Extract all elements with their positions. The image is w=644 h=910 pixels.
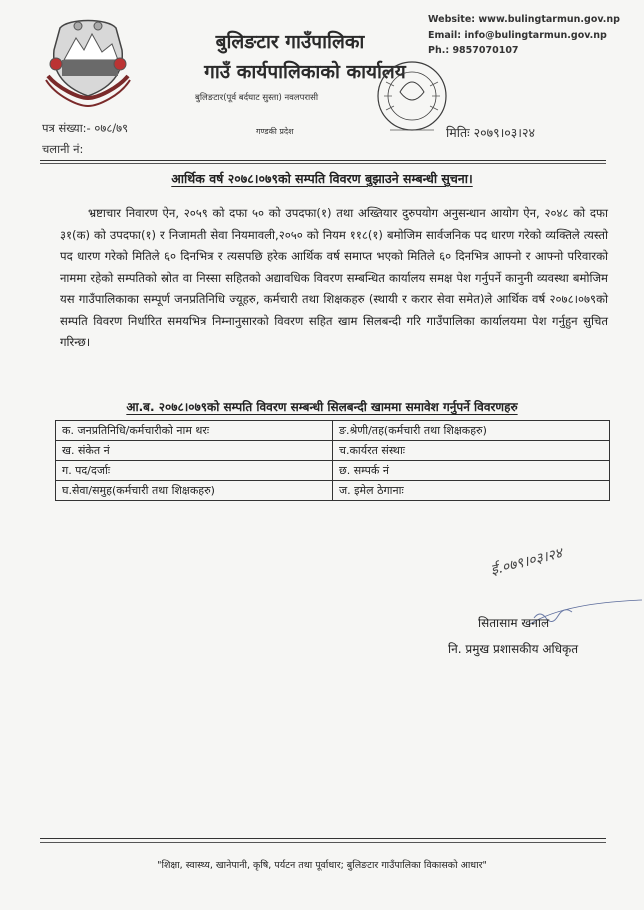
office-seal-icon	[370, 52, 454, 142]
table-cell: छ. सम्पर्क नं	[333, 461, 610, 481]
details-table	[55, 420, 610, 501]
office-address: बुलिङटार(पूर्व बर्दघाट सुस्ता) नवलपरासी	[195, 93, 319, 103]
table-cell: ग. पद/दर्जाः	[56, 461, 333, 481]
header-divider	[40, 160, 606, 161]
handwritten-date: ई.०७९।०३।२४	[489, 545, 564, 579]
signatory-designation: नि. प्रमुख प्रशासकीय अधिकृत	[448, 642, 579, 656]
signatory-name: सितासाम खनाल	[478, 616, 550, 630]
letter-date: मितिः २०७९।०३।२४	[446, 125, 536, 140]
notice-title-wrap	[0, 170, 644, 187]
header-divider-thin	[40, 163, 606, 164]
table-row	[56, 421, 610, 441]
notice-title: आर्थिक वर्ष २०७८।०७९को सम्पति विवरण बुझाउने सम्बन्धी सुचना।	[171, 171, 473, 186]
province-label: गण्डकी प्रदेश	[256, 127, 294, 136]
footer-slogan: "शिक्षा, स्वास्थ्य, खानेपानी, कृषि, पर्यटन तथा पूर्वाधार; बुलिङटार गाउँपालिका विकासको आधार"	[157, 860, 487, 871]
organization-name: बुलिङटार गाउँपालिका	[215, 31, 365, 53]
letter-number: पत्र संख्या:- ०७८/७९	[42, 121, 129, 135]
table-row	[56, 461, 610, 481]
dispatch-number: चलानी नं:	[42, 142, 84, 156]
contact-block	[428, 12, 620, 59]
email-text[interactable]: Email: info@bulingtarmun.gov.np	[428, 29, 607, 41]
footer-divider	[40, 838, 606, 839]
phone-text: Ph.: 9857070107	[428, 45, 519, 56]
footer-divider-thin	[40, 842, 606, 843]
table-row	[56, 481, 610, 501]
table-cell: ख. संकेत नं	[56, 441, 333, 461]
table-cell: ङ.श्रेणी/तह(कर्मचारी तथा शिक्षकहरु)	[333, 421, 610, 441]
website-text[interactable]: Website: www.bulingtarmun.gov.np	[428, 14, 620, 25]
table-row	[56, 441, 610, 461]
office-name: गाउँ कार्यपालिकाको कार्यालय	[204, 61, 406, 83]
form-title: आ.ब. २०७८।०७९को सम्पति विवरण सम्बन्धी सिलबन्दी खाममा समावेश गर्नुपर्ने विवरणहरु	[126, 400, 518, 414]
table-cell: घ.सेवा/समुह(कर्मचारी तथा शिक्षकहरु)	[56, 481, 333, 501]
notice-body: भ्रष्टाचार निवारण ऐन, २०५९ को दफा ५० को उपदफा(१) तथा अख्तियार दुरुपयोग अनुसन्धान आयोग ऐन, २०४८ को दफा ३१(क) को उपदफा(१) र निजामती सेवा नियमावली,२०५० को नियम ११८(१) बमोजिम सार्वजनिक पद धारण गरेको व्यक्तिले त्यस्तो पद धारण गरेको मितिले ६० दिनभित्र र त्यसपछि हरेक आर्थिक वर्ष समाप्त भएको मितिले ६० दिनभित्र आफ्नो र आफ्नो परिवारको नाममा रहेको सम्पतिको स्रोत वा निस्सा सहितको अद्यावधिक विवरण सम्बन्धित कार्यालय समक्ष पेश गर्नुपर्ने कानुनी व्यवस्था बमोजिम यस गाउँपालिकाका सम्पूर्ण जनप्रतिनिधि ज्यूहरु, कर्मचारी तथा शिक्षकहरु (स्थायी र करार सेवा समेत)ले आर्थिक वर्ष २०७८।०७९को सम्पति विवरण निर्धारित समयभित्र निम्नानुसारको विवरण सहित खाम सिलबन्दी गरि गाउँपालिका कार्यालयमा पेश गर्नुहुन सुचित गरिन्छ।	[60, 206, 608, 349]
government-emblem-icon	[38, 16, 138, 108]
table-cell: च.कार्यरत संस्थाः	[333, 441, 610, 461]
reference-block	[42, 118, 128, 160]
table-cell: ज. इमेल ठेगानाः	[333, 481, 610, 501]
table-cell: क. जनप्रतिनिधि/कर्मचारीको नाम थरः	[56, 421, 333, 441]
form-title-wrap	[0, 398, 644, 415]
